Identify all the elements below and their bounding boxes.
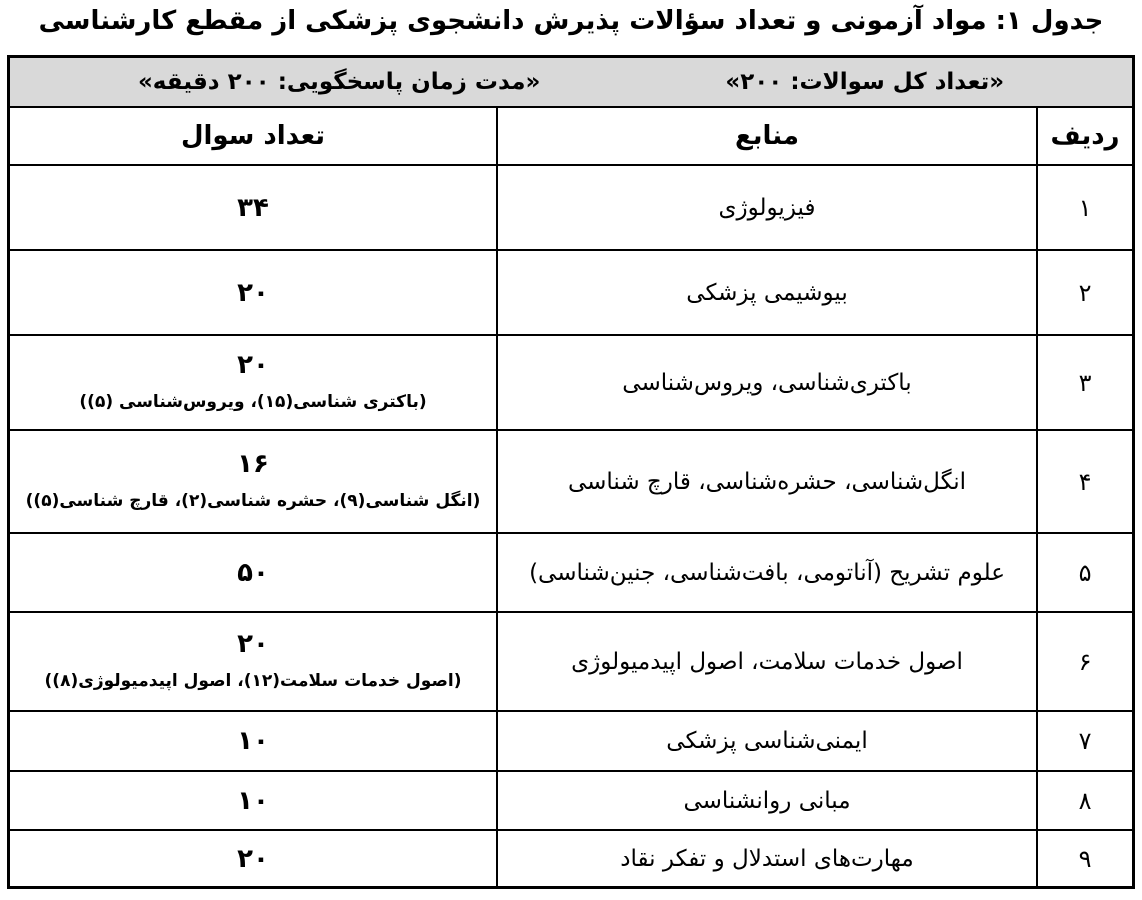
question-count: ۲۰ xyxy=(237,277,269,308)
source-cell: باکتری‌شناسی، ویروس‌شناسی xyxy=(496,336,1036,429)
question-count: ۱۶ xyxy=(237,449,269,480)
table-row xyxy=(10,164,1132,249)
count-breakdown: (اصول خدمات سلامت(۱۲)، اصول اپیدمیولوژی(۸)) xyxy=(44,671,462,692)
table-row xyxy=(10,429,1132,532)
row-number-cell: ۳ xyxy=(1036,336,1132,429)
source-cell: اصول خدمات سلامت، اصول اپیدمیولوژی xyxy=(496,613,1036,710)
duration-label: «مدت زمان پاسخگویی: ۲۰۰ دقیقه» xyxy=(137,69,541,95)
source-cell: انگل‌شناسی، حشره‌شناسی، قارچ شناسی xyxy=(496,431,1036,532)
count-cell xyxy=(10,613,496,710)
table-info-bar xyxy=(10,58,1132,106)
column-header-count: تعداد سوال xyxy=(180,121,326,151)
question-count: ۵۰ xyxy=(237,557,269,588)
column-header-source: منابع xyxy=(496,108,1036,164)
table-row xyxy=(10,249,1132,334)
row-number-cell: ۴ xyxy=(1036,431,1132,532)
table-row xyxy=(10,532,1132,611)
row-number-cell: ۷ xyxy=(1036,712,1132,770)
table-row xyxy=(10,770,1132,829)
row-number-cell: ۸ xyxy=(1036,772,1132,829)
count-breakdown: (انگل شناسی(۹)، حشره شناسی(۲)، قارچ شناسی(۵)) xyxy=(25,491,481,512)
question-count: ۲۰ xyxy=(237,629,269,660)
row-number-cell: ۱ xyxy=(1036,166,1132,249)
row-number-cell: ۲ xyxy=(1036,251,1132,334)
table-row xyxy=(10,611,1132,710)
count-cell xyxy=(10,772,496,829)
count-cell xyxy=(10,251,496,334)
exam-subjects-table xyxy=(7,55,1135,889)
count-cell xyxy=(10,712,496,770)
table-header-row xyxy=(10,106,1132,164)
count-breakdown: (باکتری شناسی(۱۵)، ویروس‌شناسی (۵)) xyxy=(79,392,427,413)
source-cell: مهارت‌های استدلال و تفکر نقاد xyxy=(496,831,1036,886)
table-row xyxy=(10,334,1132,429)
row-number-cell: ۶ xyxy=(1036,613,1132,710)
question-count: ۱۰ xyxy=(237,785,269,816)
total-questions-label: «تعداد کل سوالات: ۲۰۰» xyxy=(725,69,1005,95)
count-cell xyxy=(10,166,496,249)
table-row xyxy=(10,829,1132,886)
count-cell xyxy=(10,534,496,611)
count-cell xyxy=(10,831,496,886)
table-row xyxy=(10,710,1132,770)
row-number-cell: ۵ xyxy=(1036,534,1132,611)
count-cell xyxy=(10,431,496,532)
source-cell: بیوشیمی پزشکی xyxy=(496,251,1036,334)
source-cell: ایمنی‌شناسی پزشکی xyxy=(496,712,1036,770)
source-cell: علوم تشریح (آناتومی، بافت‌شناسی، جنین‌شناسی) xyxy=(496,534,1036,611)
question-count: ۳۴ xyxy=(237,192,269,223)
source-cell: فیزیولوژی xyxy=(496,166,1036,249)
source-cell: مبانی روانشناسی xyxy=(496,772,1036,829)
column-header-index: ردیف xyxy=(1036,108,1132,164)
row-number-cell: ۹ xyxy=(1036,831,1132,886)
table-title: جدول ۱: مواد آزمونی و تعداد سؤالات پذیرش دانشجوی پزشکی از مقطع کارشناسی xyxy=(38,6,1104,36)
question-count: ۲۰ xyxy=(237,843,269,874)
question-count: ۱۰ xyxy=(237,726,269,756)
question-count: ۲۰ xyxy=(237,350,269,381)
count-cell xyxy=(10,336,496,429)
